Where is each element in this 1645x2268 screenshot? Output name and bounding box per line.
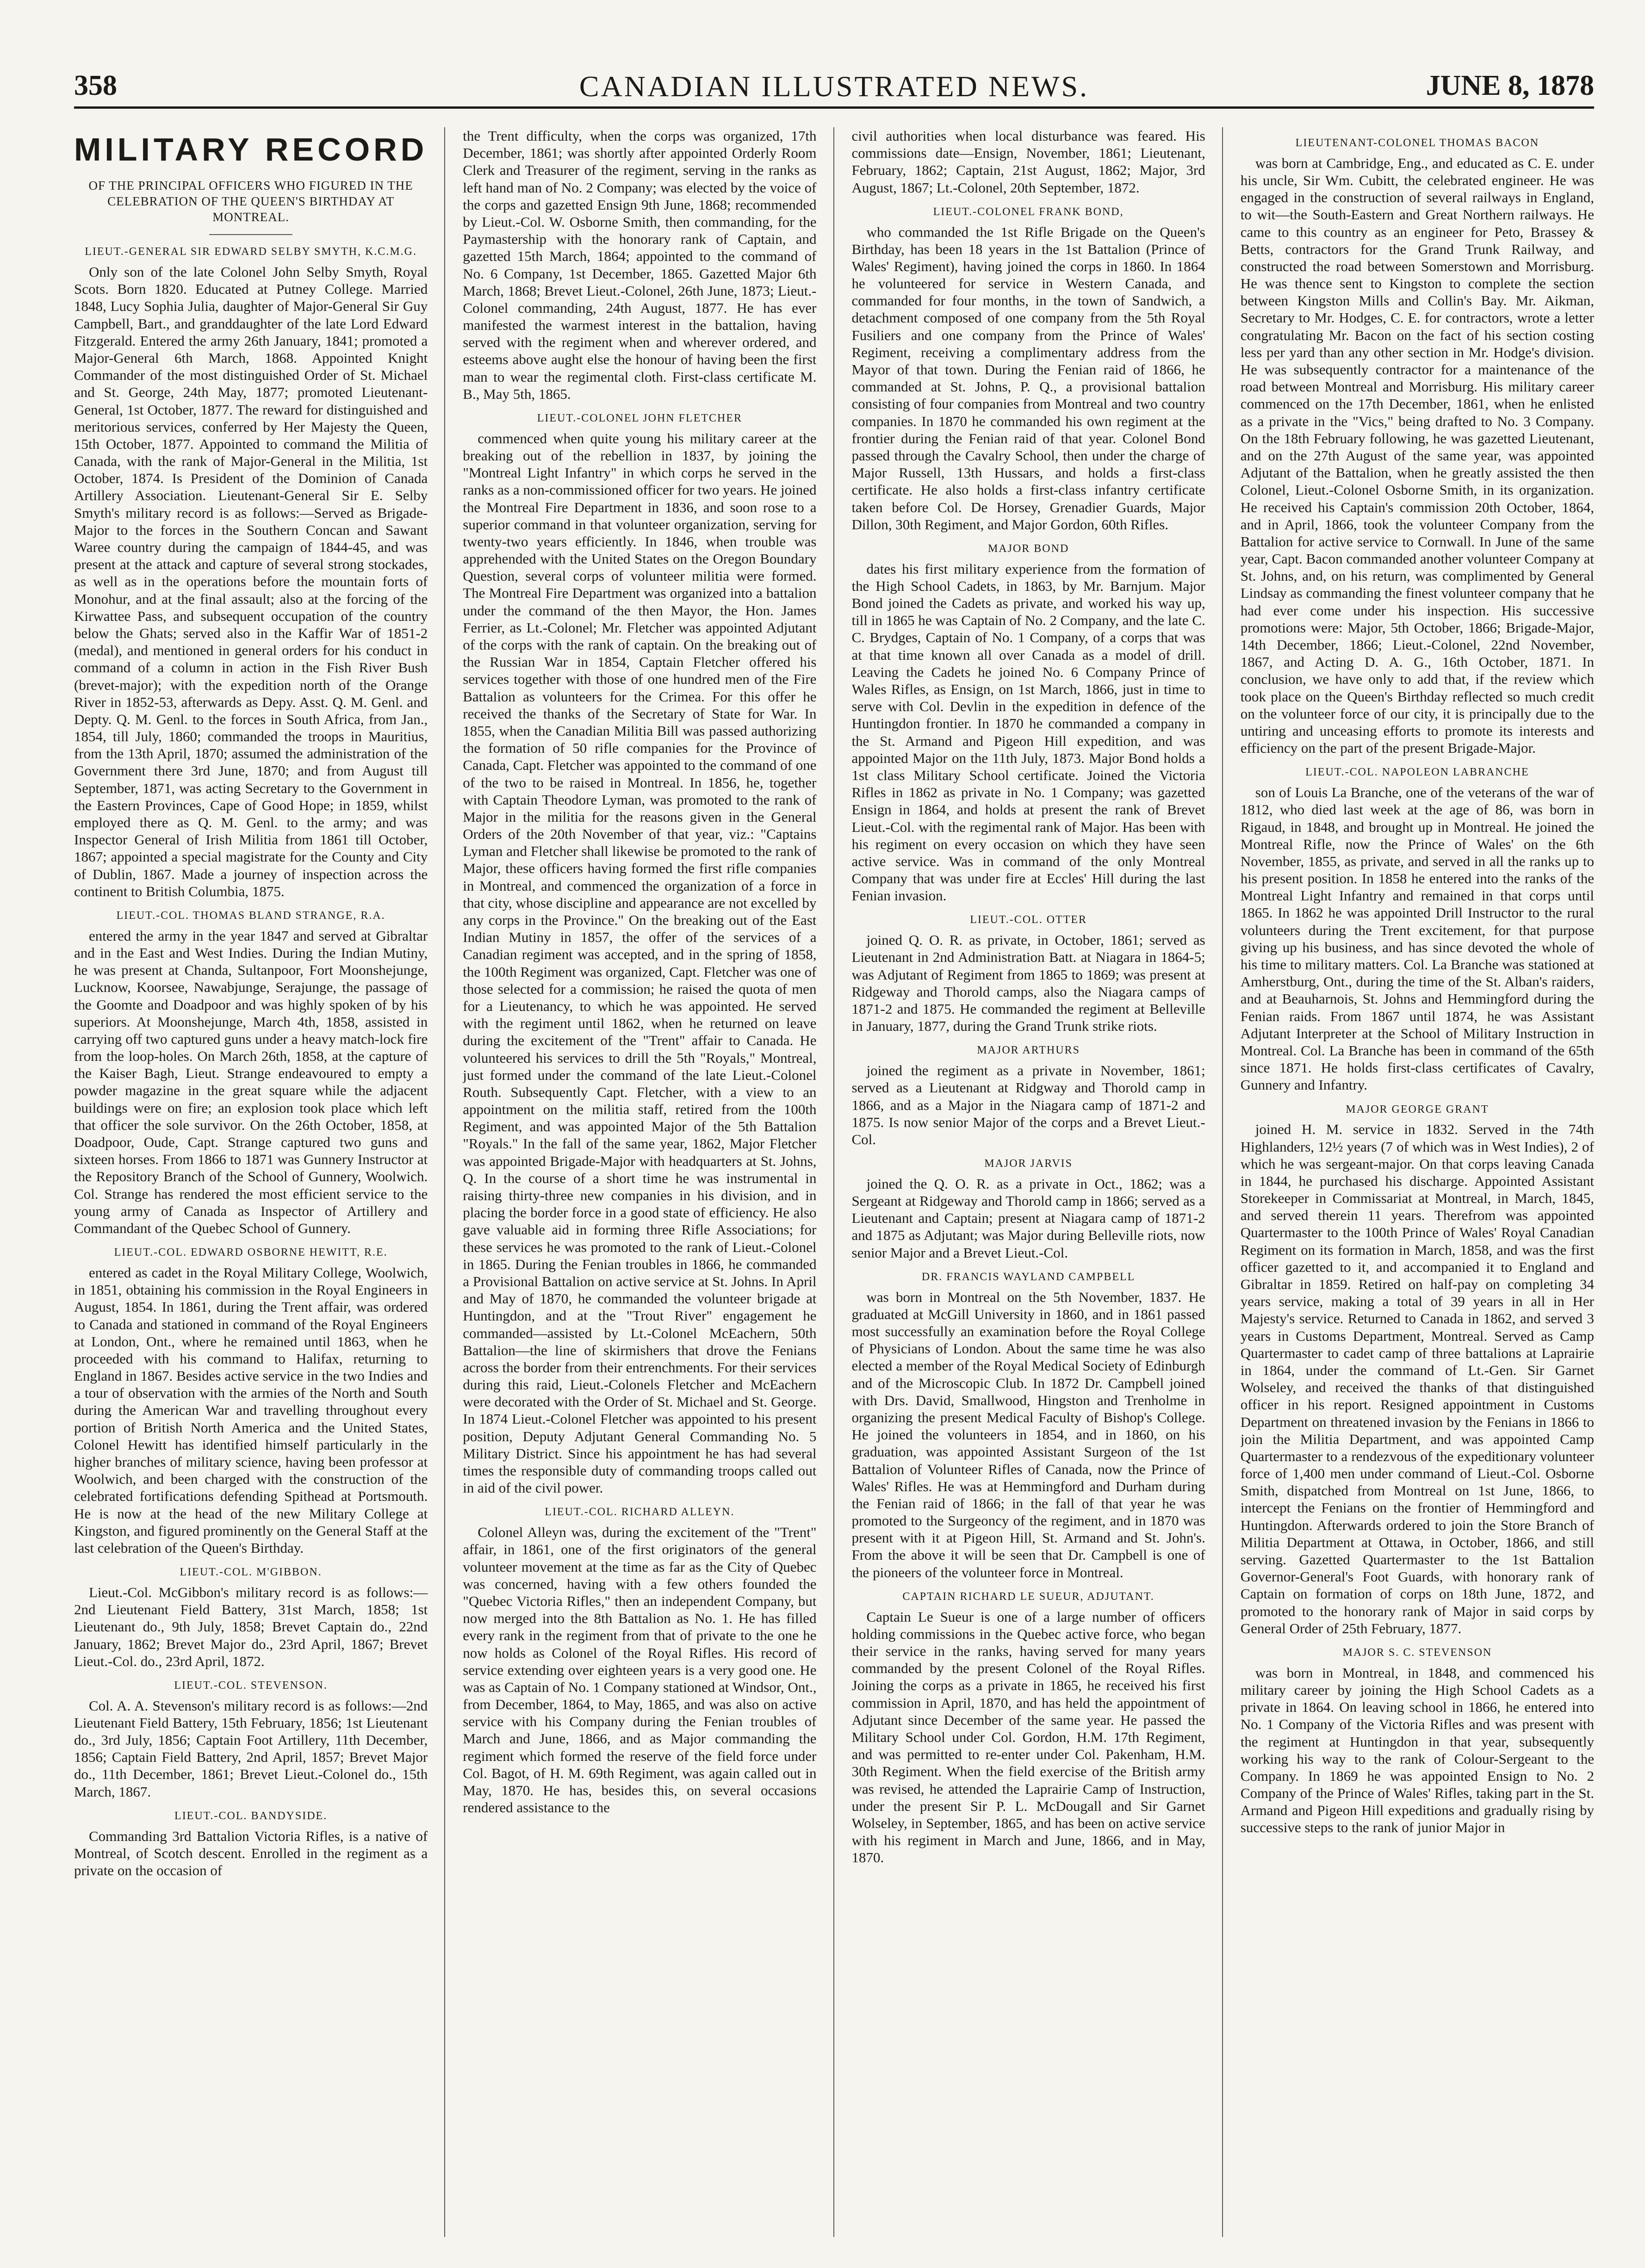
entry-body: Col. A. A. Stevenson's military record is as follows:—2nd Lieutenant Field Battery, 15th February, 1856; 1st Lieutenant do., 3rd July, 1856; Captain Foot Artillery, 11th December, 1856; Captain Field Battery, 2nd April, 1857; Brevet Major do., 11th December, 1861; Brevet Lieut.-Colonel do., 15th March, 1867.: [74, 1697, 428, 1800]
page-number: 358: [74, 70, 117, 101]
entry-heading: LIEUT.-COL. THOMAS BLAND STRANGE, R.A.: [116, 909, 385, 922]
article-subtitle: OF THE PRINCIPAL OFFICERS WHO FIGURED IN THE CELEBRATION OF THE QUEEN'S BIRTHDAY AT MONTREAL.: [88, 179, 413, 224]
entry-heading: LIEUT.-COL. STEVENSON.: [174, 1679, 328, 1692]
entry-body: joined the Q. O. R. as a private in Oct., 1862; was a Sergeant at Ridgeway and Thorold camp in 1866; served as a Lieutenant and Captain; present at Niagara camp of 1871-2 and 1875 as Adjutant; was Major during Belleville riots, now senior Major and a Brevet Lieut.-Col.: [851, 1175, 1205, 1261]
column-1: [74, 127, 445, 2237]
entry-body: Colonel Alleyn was, during the excitement of the "Trent" affair, in 1861, one of the first originators of the general volunteer movement at the time as far as the City of Quebec was concerned, having with a few others founded the "Quebec Victoria Rifles," then an independent Company, but now merged into the 8th Battalion as No. 1. He has filled every rank in the regiment from that of private to the one he now holds as Colonel of the Royal Rifles. His record of service extending over eighteen years is a very good one. He was as Captain of No. 1 Company stationed at Windsor, Ont., from December, 1864, to May, 1865, and was also on active service with his Company during the Fenian troubles of March and June, 1866, and as Major commanding the regiment which formed the reserve of the field force under Col. Bagot, of H. M. 69th Regiment, was again called out in May, 1870. He has, besides this, on several occasions rendered assistance to the: [463, 1524, 817, 1816]
issue-date: JUNE 8, 1878: [1426, 70, 1594, 101]
column-3: [852, 127, 1223, 2237]
divider: [209, 234, 292, 235]
entry-heading: LIEUT.-COL. EDWARD OSBORNE HEWITT, R.E.: [114, 1246, 388, 1259]
entry-heading: LIEUT.-COL. M'GIBBON.: [180, 1566, 322, 1579]
entry-body: joined H. M. service in 1832. Served in the 74th Highlanders, 12½ years (7 of which was in West Indies), 2 of which he was sergeant-major. On that corps leaving Canada in 1844, he purchased his discharge. Appointed Assistant Storekeeper in Commissariat at Montreal, in March, 1845, and served therein 11 years. Therefrom was appointed Quartermaster to the 100th Prince of Wales' Royal Canadian Regiment on its formation in March, 1858, and was the first officer gazetted to it, and accompanied it to England and Gibraltar in 1859. Retired on half-pay on completing 34 years service, making a total of 39 years in all in Her Majesty's service. Returned to Canada in 1862, and served 3 years in Customs Department, Montreal. Served as Camp Quartermaster to cadet camp of three battalions at Laprairie in 1864, under the command of Lt.-Gen. Sir Garnet Wolseley, and received the thanks of that distinguished officer in his report. Resigned appointment in Customs Department on threatened invasion by the Fenians in 1866 to join the Militia Department, and was appointed Camp Quartermaster to a rendezvous of the expeditionary volunteer force of 1,400 men under command of Lieut.-Col. Osborne Smith, dispatched from Montreal on 1st June, 1866, to intercept the Fenians on the frontier of Hemmingford and Huntingdon. Afterwards ordered to join the Store Branch of Militia Department at Ottawa, in October, 1866, and still serving. Gazetted Quartermaster to the 1st Battalion Governor-General's Foot Guards, with honorary rank of Captain on formation of corps on 18th June, 1872, and promoted to the honorary rank of Major in said corps by General Order of 25th February, 1877.: [1240, 1121, 1594, 1636]
entry-body: joined Q. O. R. as private, in October, 1861; served as Lieutenant in 2nd Administration Batt. at Niagara in 1864-5; was Adjutant of Regiment from 1865 to 1869; was present at Ridgeway and Thorold camps, also the Niagara camps of 1871-2 and 1875. He commanded the regiment at Belleville in January, 1877, during the Grand Trunk strike riots.: [851, 932, 1205, 1035]
article-columns: [74, 127, 1594, 2237]
entry-body: Commanding 3rd Battalion Victoria Rifles, is a native of Montreal, of Scotch descent. Enrolled in the regiment as a private on the occasion of: [74, 1828, 428, 1878]
entry-heading: LIEUT.-COL. OTTER: [970, 914, 1087, 926]
column-4: [1241, 127, 1594, 2237]
entry-body: entered as cadet in the Royal Military College, Woolwich, in 1851, obtaining his commission in the Royal Engineers in August, 1854. In 1861, during the Trent affair, was ordered to Canada and stationed in command of the Royal Engineers at London, Ont., where he remained until 1863, when he proceeded with his command to Halifax, returning to England in 1867. Besides active service in the two Indies and a tour of observation with the armies of the North and South during the American War and travelling throughout every portion of British North America and the United States, Colonel Hewitt has identified himself particularly in the higher branches of military science, having been professor at Woolwich, and been charged with the construction of the celebrated fortifications defending Spithead at Portsmouth. He is now at the head of the new Military College at Kingston, and figured prominently on the General Staff at the last celebration of the Queen's Birthday.: [74, 1264, 428, 1556]
page-header: [74, 69, 1594, 109]
entry-body: joined the regiment as a private in November, 1861; served as a Lieutenant at Ridgway and Thorold camp in 1866, and as a Major in the Niagara camp of 1871-2 and 1875. Is now senior Major of the corps and a Brevet Lieut.-Col.: [851, 1062, 1205, 1147]
article-title: MILITARY RECORD: [74, 131, 428, 167]
entry-heading: LIEUT.-COL. BANDYSIDE.: [174, 1809, 328, 1822]
entry-heading: CAPTAIN RICHARD LE SUEUR, ADJUTANT.: [902, 1590, 1155, 1603]
entry-body: dates his first military experience from the formation of the High School Cadets, in 1863, by Mr. Barnjum. Major Bond joined the Cadets as private, and worked his way up, till in 1865 he was Captain of No. 2 Company, and the late C. C. Brydges, Captain of No. 1 Company, of a corps that was at that time known all over Canada as a model of drill. Leaving the Cadets he joined No. 6 Company Prince of Wales Rifles, as Ensign, on 1st March, 1866, just in time to serve with Col. Devlin in the expedition in defence of the Huntingdon frontier. In 1870 he commanded a company in the St. Armand and Pigeon Hill expedition, and was appointed Major on the 11th July, 1873. Major Bond holds a 1st class Military School certificate. Joined the Victoria Rifles in 1862 as private in No. 1 Company; was gazetted Ensign in 1864, and holds at present the rank of Brevet Lieut.-Col. with the regimental rank of Major. Has been with his regiment on every occasion on which they have seen active service. Was in command of the only Montreal Company that was under fire at Eccles' Hill during the last Fenian invasion.: [851, 560, 1205, 904]
entry-heading: LIEUTENANT-COLONEL THOMAS BACON: [1295, 137, 1539, 149]
entry-heading: LIEUT.-COL. RICHARD ALLEYN.: [545, 1506, 735, 1518]
entry-body: was born in Montreal on the 5th November, 1837. He graduated at McGill University in 1860, and in 1861 passed most successfully an examination before the Royal College of Physicians of London. About the same time he was also elected a member of the Royal Medical Society of Edinburgh and of the Microscopic Club. In 1872 Dr. Campbell joined with Drs. David, Smallwood, Hingston and Trenholme in organizing the present Medical Faculty of Bishop's College. He joined the volunteers in 1854, and in 1860, on his graduation, was appointed Assistant Surgeon of the 1st Battalion of Volunteer Rifles of Canada, now the Prince of Wales' Rifles. He was at Hemmingford and Durham during the Fenian raid of 1866; in the fall of that year he was promoted to the Surgeoncy of the regiment, and in 1870 was present with it at Pigeon Hill, St. Armand and St. John's. From the above it will be seen that Dr. Campbell is one of the pioneers of the volunteer force in Montreal.: [851, 1289, 1205, 1580]
entry-heading: DR. FRANCIS WAYLAND CAMPBELL: [921, 1270, 1136, 1283]
entry-heading: LIEUT.-COLONEL FRANK BOND,: [933, 205, 1124, 218]
entry-heading: MAJOR JARVIS: [984, 1158, 1073, 1170]
entry-body: son of Louis La Branche, one of the veterans of the war of 1812, who died last week at the age of 86, was born in Rigaud, in 1848, and brought up in Montreal. He joined the Montreal Rifle, now the Prince of Wales' on the 6th November, 1855, as private, and served in all the ranks up to his present position. In 1858 he entered into the ranks of the Montreal Light Infantry and remained in that corps until 1865. In 1862 he was appointed Drill Instructor to the rural volunteers during the Trent excitement, for that purpose giving up his business, and has since devoted the whole of his time to military matters. Col. La Branche was stationed at Amherstburg, Ont., during the time of the St. Alban's raiders, and at Beauharnois, St. Johns and Hemmingford during the Fenian raids. From 1867 until 1874, he was Assistant Adjutant Interpreter at the School of Military Instruction in Montreal. Col. La Branche has been in command of the 65th since 1871. He holds first-class certificates of Cavalry, Gunnery and Infantry.: [1240, 784, 1594, 1093]
entry-body: entered the army in the year 1847 and served at Gibraltar and in the East and West Indies. During the Indian Mutiny, he was present at Chanda, Sultanpoor, Fort Moonshejunge, Lucknow, Koorsee, Nawabjunge, Serajunge, the passage of the Goomte and Doadpoor and was highly spoken of by his superiors. At Moonshejunge, March 4th, 1858, assisted in carrying off two captured guns under a heavy match-lock fire from the loop-holes. On March 26th, 1858, at the capture of the Kaiser Bagh, Lieut. Strange endeavoured to empty a powder magazine in the great square while the adjacent buildings were on fire; an explosion took place which left that officer the sole survivor. On the 26th October, 1858, at Doadpoor, Oude, Capt. Strange captured two guns and sixteen horses. From 1866 to 1871 was Gunnery Instructor at the Repository Branch of the School of Gunnery, Woolwich. Col. Strange has rendered the most efficient service to the young army of Canada as Inspector of Artillery and Commandant of the Quebec School of Gunnery.: [74, 927, 428, 1236]
entry-body: was born in Montreal, in 1848, and commenced his military career by joining the High School Cadets as a private in 1864. On leaving school in 1866, he entered into No. 1 Company of the Victoria Rifles and was present with the regiment at Huntingdon in that year, subsequently working his way to the rank of Colour-Sergeant to the Company. In 1869 he was appointed Ensign to No. 2 Company of the Prince of Wales' Rifles, taking part in the St. Armand and Pigeon Hill expeditions and gradually rising by successive steps to the rank of junior Major in: [1240, 1664, 1594, 1836]
entry-body: the Trent difficulty, when the corps was organized, 17th December, 1861; was shortly after appointed Orderly Room Clerk and Treasurer of the regiment, serving in the ranks as left hand man of No. 2 Company; was elected by the voice of the corps and gazetted Ensign 9th June, 1868; recommended by Lieut.-Col. W. Osborne Smith, then commanding, for the Paymastership with the honorary rank of Captain, and gazetted 15th March, 1864; appointed to the command of No. 6 Company, 1st December, 1865. Gazetted Major 6th March, 1868; Brevet Lieut.-Colonel, 26th June, 1873; Lieut.-Colonel commanding, 24th August, 1877. He has ever manifested the warmest interest in the battalion, having served with the regiment when and wherever ordered, and esteems above aught else the honour of having been the first man to wear the regimental cloth. First-class certificate M. B., May 5th, 1865.: [463, 128, 817, 402]
entry-heading: LIEUT.-GENERAL SIR EDWARD SELBY SMYTH, K.C.M.G.: [85, 246, 417, 258]
entry-body: commenced when quite young his military career at the breaking out of the rebellion in 1837, by joining the "Montreal Light Infantry" in which corps he served in the ranks as a non-commissioned officer for two years. He joined the Montreal Fire Department in 1836, and soon rose to a superior command in that volunteer organization, serving for twenty-two years efficiently. In 1846, when trouble was apprehended with the United States on the Oregon Boundary Question, several corps of volunteer militia were formed. The Montreal Fire Department was organized into a battalion under the command of the then Mayor, the Hon. James Ferrier, as Lt.-Colonel; Mr. Fletcher was appointed Adjutant of the corps with the rank of captain. On the breaking out of the Russian War in 1854, Captain Fletcher offered his services together with those of one hundred men of the Fire Battalion as volunteers for the Crimea. For this offer he received the thanks of the Secretary of State for War. In 1855, when the Canadian Militia Bill was passed authorizing the formation of 50 rifle companies for the Province of Canada, Capt. Fletcher was appointed to the command of one of the two to be raised in Montreal. In 1856, he, together with Captain Theodore Lyman, was promoted to the rank of Major in the militia for the reasons given in the General Orders of the 20th November of that year, viz.: "Captains Lyman and Fletcher shall likewise be promoted to the rank of Major, these officers having formed the first rifle companies in Montreal, and commenced the organization of a force in that city, whose discipline and appearance are not excelled by any corps in the Province." On the breaking out of the East Indian Mutiny in 1857, the offer of the services of a Canadian regiment was accepted, and in the spring of 1858, the 100th Regiment was organized, Capt. Fletcher was one of those selected for a commission; he raised the quota of men for a Lieutenancy, to which he was appointed. He served with the regiment until 1862, when he returned on leave during the excitement of the "Trent" affair to Canada. He volunteered his services to drill the 5th "Royals," Montreal, just formed under the command of the late Lieut.-Colonel Routh. Subsequently Capt. Fletcher, with a view to an appointment on the militia staff, retired from the 100th Regiment, and was appointed Major of the 5th Battalion "Royals." In the fall of the same year, 1862, Major Fletcher was appointed Brigade-Major with headquarters at St. Johns, Q. In the course of a short time he was instrumental in raising thirty-three new companies in his division, and in placing the border force in a good state of efficiency. He also gave valuable aid in forming three Rifle Associations; for these services he was promoted to the rank of Lieut.-Colonel in 1865. During the Fenian troubles in 1866, he commanded a Provisional Battalion on active service at St. Johns. In April and May of 1870, he commanded the volunteer brigade at Huntingdon, and at the "Trout River" engagement he commanded—assisted by Lt.-Colonel McEachern, 50th Battalion—the line of skirmishers that drove the Fenians across the border from their entrenchments. For their services during this raid, Lieut.-Colonels Fletcher and McEachern were decorated with the Order of St. Michael and St. George. In 1874 Lieut.-Colonel Fletcher was appointed to his present position, Deputy Adjutant General Commanding No. 5 Military District. Since his appointment he has had several times the responsible duty of commanding troops called out in aid of the civil power.: [463, 430, 817, 1496]
masthead: CANADIAN ILLUSTRATED NEWS.: [579, 70, 1089, 103]
column-2: [463, 127, 834, 2237]
entry-heading: MAJOR S. C. STEVENSON: [1342, 1646, 1492, 1659]
entry-heading: MAJOR ARTHURS: [977, 1044, 1080, 1057]
entry-heading: LIEUT.-COLONEL JOHN FLETCHER: [537, 412, 743, 424]
entry-heading: MAJOR BOND: [987, 542, 1069, 555]
entry-heading: MAJOR GEORGE GRANT: [1346, 1103, 1489, 1115]
entry-body: Only son of the late Colonel John Selby Smyth, Royal Scots. Born 1820. Educated at Putney College. Married 1848, Lucy Sophia Julia, daughter of Major-General Sir Guy Campbell, Bart., and granddaughter of the late Lord Edward Fitzgerald. Entered the army 26th January, 1841; promoted a Major-General 6th March, 1868. Appointed Knight Commander of the most distinguished Order of St. Michael and St. George, 24th May, 1877; promoted Lieutenant-General, 1st October, 1877. The reward for distinguished and meritorious services, conferred by Her Majesty the Queen, 15th October, 1877. Appointed to command the Militia of Canada, with the rank of Major-General in the Militia, 1st October, 1874. Is President of the Dominion of Canada Artillery Association. Lieutenant-General Sir E. Selby Smyth's military record is as follows:—Served as Brigade-Major to the forces in the Southern Concan and Sawant Waree country during the campaign of 1844-45, and was present at the attack and capture of several strong stockades, as well as in the operations before the mountain forts of Monohur, and at the final assault; also at the forcing of the Kirwattee Pass, and subsequent occupation of the country below the Ghats; served also in the Kaffir War of 1851-2 (medal), and mentioned in general orders for his conduct in command of a column in action in the Fish River Bush (brevet-major); with the expedition north of the Orange River in 1852-53, afterwards as Depy. Asst. Q. M. Genl. and Depty. Q. M. Genl. to the forces in South Africa, from Jan., 1854, till July, 1860; commanded the troops in Mauritius, from the 13th April, 1870; assumed the administration of the Government there 3rd June, 1870; and from August till September, 1871, was acting Secretary to the Government in the Eastern Provinces, Cape of Good Hope; in 1859, whilst employed there as Q. M. Genl. to the army; and was Inspector General of Irish Militia from 1861 till October, 1867; appointed a special magistrate for the County and City of Dublin, 1867. Made a journey of inspection across the continent to British Columbia, 1875.: [74, 264, 428, 899]
entry-heading: LIEUT.-COL. NAPOLEON LABRANCHE: [1305, 766, 1529, 779]
entry-body: Captain Le Sueur is one of a large number of officers holding commissions in the Quebec active force, who began their service in the ranks, having served for many years commanded by the present Colonel of the Royal Rifles. Joining the corps as a private in 1865, he received his first commission in April, 1870, and has held the appointment of Adjutant since December of the same year. He passed the Military School under Col. Gordon, H.M. 17th Regiment, and was permitted to re-enter under Col. Pakenham, H.M. 30th Regiment. When the field exercise of the British army was revised, he attended the Laprairie Camp of Instruction, under the present Sir P. L. McDougall and Sir Garnet Wolseley, in September, 1865, and has been on active service with his regiment in March and June, 1866, and in May, 1870.: [851, 1608, 1205, 1866]
entry-body: Lieut.-Col. McGibbon's military record is as follows:—2nd Lieutenant Field Battery, 31st March, 1858; 1st Lieutenant do., 9th July, 1858; Brevet Captain do., 22nd January, 1862; Brevet Major do., 23rd April, 1867; Brevet Lieut.-Col. do., 23rd April, 1872.: [74, 1584, 428, 1669]
entry-body: was born at Cambridge, Eng., and educated as C. E. under his uncle, Sir Wm. Cubitt, the celebrated engineer. He was engaged in the construction of several railways in England, to wit—the South-Eastern and Great Northern railways. He came to this country as an engineer for Peto, Brassey & Betts, contractors for the Grand Trunk Railway, and constructed the road between Somerstown and Morrisburg. He was thence sent to Kingston to complete the section between Kingston Mills and Collin's Bay. Mr. Aikman, Secretary to Mr. Hodges, C. E. for contractors, wrote a letter congratulating Mr. Bacon on the fact of his section costing less per yard than any other section in Mr. Hodge's division. He was subsequently contractor for a maintenance of the road between Montreal and Morrisburg. His military career commenced on the 17th December, 1861, when he enlisted as a private in the "Vics," being drafted to No. 3 Company. On the 18th February following, he was gazetted Lieutenant, and on the 27th August of the same year, was appointed Adjutant of the Battalion, when he greatly assisted the then Colonel, Lieut.-Colonel Osborne Smith, in its organization. He received his Captain's commission 20th October, 1864, and in April, 1866, took the volunteer Company from the Battalion for active service to Cornwall. In June of the same year, Capt. Bacon commanded another volunteer Company at St. Johns, and, on his return, was complimented by General Lindsay as commanding the finest volunteer company that he had ever come under his inspection. His successive promotions were: Major, 5th October, 1866; Brigade-Major, 14th December, 1866; Lieut.-Colonel, 22nd November, 1867, and Acting D. A. G., 16th October, 1871. In conclusion, we have only to add that, if the review which took place on the Queen's Birthday reflected so much credit on the volunteer force of our city, it is principally due to the untiring and unceasing efforts to promote its interests and efficiency on the part of the present Brigade-Major.: [1240, 155, 1594, 756]
entry-body: civil authorities when local disturbance was feared. His commissions date—Ensign, November, 1861; Lieutenant, February, 1862; Captain, 21st August, 1862; Major, 3rd August, 1867; Lt.-Colonel, 20th September, 1872.: [851, 128, 1205, 196]
entry-body: who commanded the 1st Rifle Brigade on the Queen's Birthday, has been 18 years in the 1st Battalion (Prince of Wales' Regiment), having joined the corps in 1860. In 1864 he volunteered for service in Western Canada, and commanded for four months, in the town of Sandwich, a detachment composed of one company from the 5th Royal Fusiliers and one company from the Prince of Wales' Regiment, receiving a complimentary address from the Mayor of that town. During the Fenian raid of 1866, he commanded at St. Johns, P. Q., a provisional battalion consisting of four companies from Montreal and two country companies. In 1870 he commanded his own regiment at the frontier during the Fenian raid of that year. Colonel Bond passed through the Cavalry School, then under the charge of Major Russell, 13th Hussars, and holds a first-class certificate. He also holds a first-class infantry certificate taken before Col. De Horsey, Grenadier Guards, Major Dillon, 30th Regiment, and Major Gordon, 60th Rifles.: [851, 223, 1205, 533]
